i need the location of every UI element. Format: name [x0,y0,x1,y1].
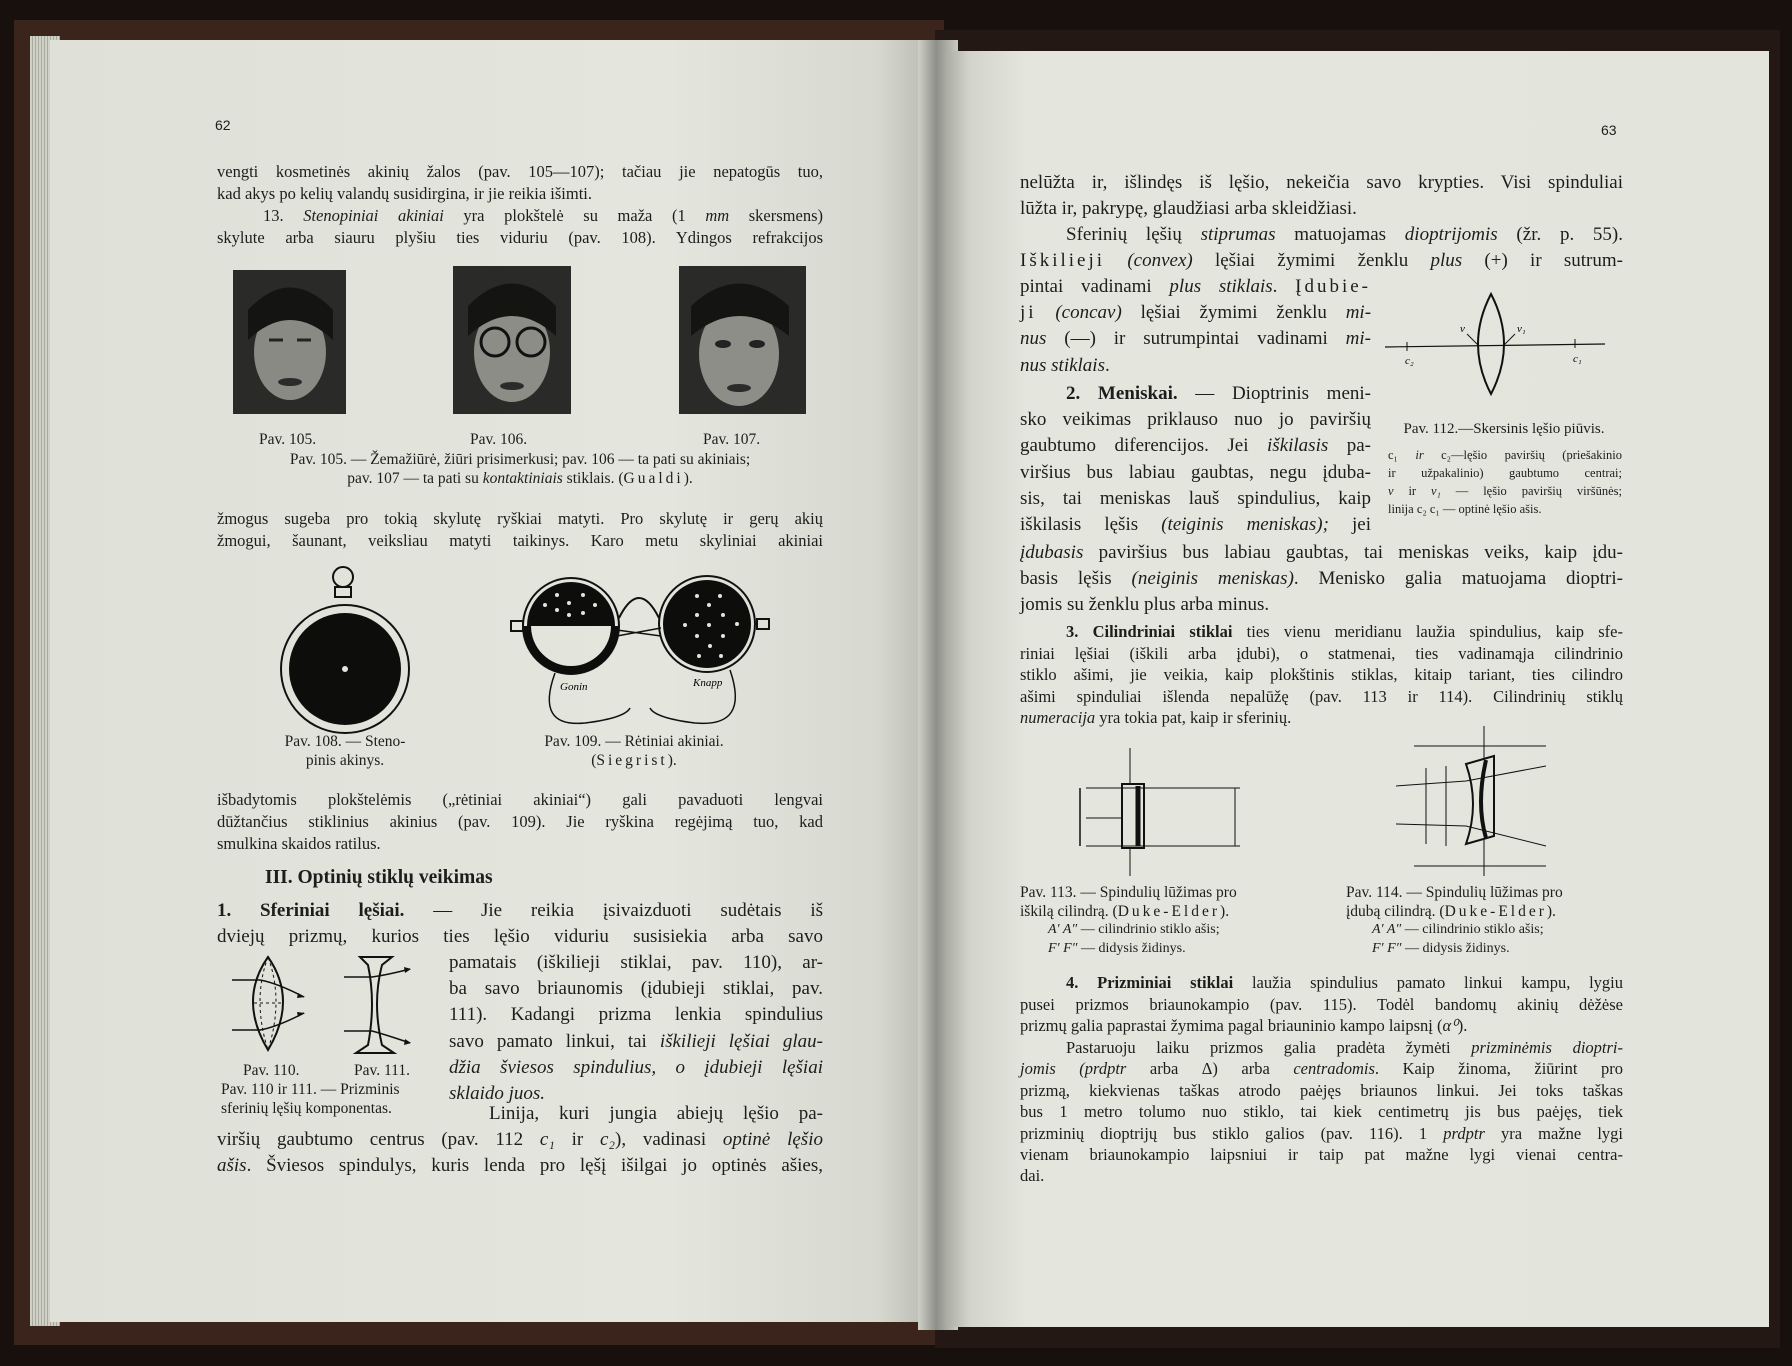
text-line [1020,994,1623,1016]
italic-text: ašis [217,1155,247,1177]
knapp-label: Knapp [693,677,723,689]
text-line [217,451,823,470]
concave-cylinder-figure [1396,726,1546,876]
text-run: žmogus sugeba pro tokią skylutę ryškiai matyti. Pro skylutę ir gerų akių [217,509,823,528]
text-run: savo pamato linkui, tai [449,1030,660,1052]
text-run: ). [667,751,677,769]
italic-text: nus stiklais [1020,354,1105,376]
text-run: yra tokia pat, kaip ir sferinių. [1095,708,1292,727]
text-run: iškilasis lęšis [1020,514,1162,536]
italic-text: c₁ [539,1129,555,1151]
text-line [449,950,823,976]
italic-text: (teiginis meniskas); [1161,514,1329,536]
bold-text: 3. Cilindriniai stiklai [1066,622,1233,641]
page-number-right: 63 [1601,122,1617,138]
text-run: pintai vadinami [1020,276,1170,297]
paragraph [217,1101,823,1180]
text-line [1020,486,1371,512]
fig-113-caption [1020,884,1237,921]
text-run: . Kaip žinoma, žiūrint pro [1374,1059,1623,1079]
text-line [1020,381,1371,407]
text-run: Pastaruoju laiku prizmos galia pradėta žymėti [1066,1038,1472,1057]
text-run: . Šviesos spindulys, kuris lenda pro lęšį išilgai jo optinės ašies, [246,1155,823,1177]
convex-cylinder-figure [1080,748,1250,876]
text-line [1346,903,1563,922]
italic-text: A′ A″ [1048,922,1078,937]
stenopaic-disc-figure [280,562,410,722]
text-line [1020,884,1237,903]
text-run: smulkina skaidos ratilus. [217,834,381,853]
spaced-text: Įdubie- [1295,276,1371,297]
text-line [1020,222,1623,248]
text-line [524,733,744,752]
text-run: 111). Kadangi prizma lenkia spindulius [449,1004,823,1026]
bold-text: 2. Meniskai. [1066,383,1178,404]
italic-text: c₂ [599,1129,616,1151]
text-line [1020,664,1623,686]
text-run: iškilą cilindrą. ( [1020,902,1118,920]
text-run: ir [1393,484,1431,498]
spaced-text: Gualdi [623,469,684,487]
text-line [1372,921,1544,940]
text-run: dūžtančius stiklinius akinius (pav. 109). Jie ryškina regėjimą tuo, kad [217,812,823,831]
text-line [1020,460,1371,486]
text-run [1037,302,1056,323]
text-run: — didysis židinys. [1401,940,1510,956]
text-run: ir [554,1129,600,1151]
spaced-text: ji [1020,302,1037,324]
text-line [449,1029,823,1055]
italic-text: džia šviesos spindulius, o įdubieji lęšiai [449,1056,823,1078]
text-run: — cilindrinio stiklo ašis; [1077,922,1220,937]
text-line [1020,300,1371,326]
text-line [1020,540,1623,566]
italic-text: plus [1430,250,1463,272]
text-run: lūžta ir, pakrypę, glaudžiasi arba skleidžiasi. [1020,198,1357,220]
paragraph [1020,381,1371,538]
text-run: Pav. 110 ir 111. — Prizminis [221,1081,400,1098]
text-run: — cilindrinio stiklo ašis; [1401,922,1544,937]
text-run: laužia spindulius pamato linkui kampu, lygiu [1233,973,1623,992]
section-heading: III. Optinių stiklų veikimas [265,867,493,888]
text-line [1388,446,1622,464]
text-line [245,752,445,771]
text-run: dviejų prizmų, kurios ties lęšio viduriu susisiekia arba savo [217,926,823,948]
text-run: yra mažne lygi [1484,1123,1624,1143]
paragraph [1020,972,1623,1037]
text-run: išbadytomis plokštelėmis („rėtiniai akiniai“) gali pavaduoti lengvai [217,790,823,809]
text-run: kad akys po kelių valandų susidirgina, ir jie reikia išimti. [217,184,593,203]
text-run: sko veikimas priklauso nuo jo paviršių [1020,409,1371,431]
text-line [1020,621,1623,643]
pinhole-glasses-figure [505,578,770,733]
v1-label: v₁ [1517,323,1526,335]
italic-text: Stenopiniai akiniai [303,206,444,225]
text-run: vengti kosmetinės akinių žalos (pav. 105—107); tačiau jie nepatogūs tuo, [217,162,823,181]
text-line [217,470,823,489]
italic-text: iškilieji lęšiai glau- [659,1030,824,1052]
text-line [1020,1123,1623,1144]
v-label: v [1460,323,1465,335]
text-line [1020,1058,1623,1079]
italic-text: centradomis [1293,1059,1375,1079]
italic-text: F′ F″ [1048,940,1078,956]
text-line [217,898,823,924]
italic-text: mm [705,206,730,225]
text-run: vienam briaunokampio laipsniui ir taip pat mažne lygi vienai centra- [1020,1145,1623,1165]
italic-text: kontaktiniais [482,469,563,487]
text-run: c₂—lęšio paviršių (priešakinio [1423,448,1622,462]
text-run: stiklais. ( [562,469,624,487]
italic-text: sklaido juos. [449,1083,546,1105]
text-line [221,1081,400,1100]
paragraph [1020,170,1623,222]
text-run: bus 1 metro tolumo nuo stiklo, tai kiek centimetrų jis bus paėjęs, tiek [1020,1102,1623,1122]
text-run: ). [1220,902,1230,920]
paragraph [217,161,823,205]
text-run: prizmų galia paprastai žymima pagal briauninio kampo laipsnį ( [1020,1016,1443,1035]
text-line [217,924,823,950]
italic-text: ir [1415,448,1424,462]
paragraph [217,508,823,552]
text-line [1020,1165,1623,1186]
fig-112-legend [1388,446,1622,518]
text-run: — didysis židinys. [1077,940,1186,956]
text-run: ). [1457,1016,1468,1035]
photo-fig-106 [453,266,571,414]
text-line [217,508,823,530]
text-line [217,789,823,811]
italic-text: F′ F″ [1372,940,1402,956]
text-line [1020,1037,1623,1058]
photo-fig-105 [233,270,346,414]
italic-text: (concav) [1055,302,1122,324]
text-run: ba savo briaunomis (įdubieji stiklai, pav. [449,978,823,1000]
text-run: . [1104,354,1110,376]
text-run: sferinių lęšių komponentas. [221,1099,392,1117]
fig-105-label: Pav. 105. [259,431,317,448]
fig-112-caption: Pav. 112.—Skersinis lęšio piūvis. [1403,421,1605,437]
text-run: (—) ir sutrumpintai vadinami [1046,328,1346,350]
italic-text: nus [1020,328,1047,350]
text-run: Pav. 113. — Spindulių lūžimas pro [1020,884,1237,901]
paragraph [1020,540,1623,619]
text-run: jei [1328,514,1371,536]
italic-text: stiprumas [1200,224,1276,245]
spaced-text: Duke-Elder [1444,902,1547,920]
italic-text: α⁰ [1442,1016,1458,1035]
text-line [217,1127,823,1153]
text-run: — lęšio paviršių viršūnės; [1440,484,1623,498]
bold-text: 4. Prizminiai stiklai [1066,973,1234,992]
fig-114-caption [1346,884,1563,921]
text-run: sis, tai meniskas lauš spindulius, kaip [1020,487,1371,509]
text-run: viršius bus labiau gaubtas, negu įduba- [1020,461,1371,483]
text-line [1020,512,1371,538]
spaced-text: Iškilieji [1020,250,1106,272]
lens-cross-section-figure [1385,292,1605,397]
text-run: jomis su ženklu plus arba minus. [1020,594,1270,616]
text-run: gaubtumo diferencijos. Jei [1020,435,1268,457]
text-run: Pav. 105. — Žemažiūrė, žiūri prisimerkusi; pav. 106 — ta pati su akiniais; [289,451,751,468]
text-line [1020,326,1371,352]
text-line [1020,433,1371,459]
text-line [1048,921,1220,940]
paragraph [1020,1037,1623,1187]
text-line [217,183,823,205]
text-run [1105,250,1127,271]
text-line [1020,903,1237,922]
figure-caption [217,451,823,488]
fig-108-caption [245,733,445,770]
text-line [449,976,823,1002]
text-line [1020,196,1623,222]
italic-text: v [1388,484,1394,498]
fig-109-caption [524,733,744,770]
text-run: ašimi spinduliai išlenda nepalūžę (pav. 113 ir 114). Cilindrinių stiklų [1020,686,1623,706]
italic-text: jomis (prdptr [1020,1059,1127,1079]
italic-text: dioptrijomis [1404,224,1498,245]
text-run: ). [683,469,693,487]
paragraph [1020,621,1623,729]
text-line [217,833,823,855]
italic-text: prizminėmis dioptri- [1471,1038,1623,1057]
text-line [1020,248,1623,274]
spaced-text: Duke-Elder [1117,902,1221,920]
text-run: (+) ir sutrum- [1462,250,1623,272]
text-run: žmogui, šaunant, veiksliau matyti taikinys. Karo metu skyliniai akiniai [217,531,823,550]
text-line [217,1153,823,1179]
convex-prism-lens-figure [232,955,432,1055]
text-run: . Menisko galia matuojama dioptri- [1293,568,1623,590]
text-run: ties vienu meridianu laužia spindulius, kaip sfe- [1232,622,1623,641]
italic-text: (neiginis meniskas) [1131,568,1294,590]
italic-text: mi- [1345,302,1372,324]
paragraph [217,898,823,950]
text-line [1346,884,1563,903]
text-run: skersmens) [729,206,823,225]
text-line [449,1002,823,1028]
text-line [217,1101,823,1127]
text-line [524,752,744,771]
text-run: . [1272,276,1296,297]
text-run: paviršius bus labiau gaubtas, tai meniskas veiks, kaip įdu- [1083,542,1623,563]
text-line [1048,940,1220,959]
text-run: lęšiai žymimi ženklu [1121,302,1346,324]
text-line [1372,940,1544,959]
text-run: pusei prizmos briaunokampio (pav. 115). Todėl bandomų akinių dėžėse [1020,994,1623,1014]
spaced-text: Siegrist [596,751,668,769]
text-line [1020,566,1623,592]
text-run: nelūžta ir, išlindęs iš lęšio, nekeičia savo krypties. Visi spinduliai [1020,172,1623,193]
text-line [1020,686,1623,708]
italic-text: v₁ [1431,484,1441,498]
text-run: — Dioptrinis meni- [1177,383,1371,404]
text-run: ( [591,751,597,769]
text-run: 13. [263,206,304,225]
text-line [245,733,445,752]
italic-text: įdubasis [1020,542,1084,563]
text-run: basis lęšis [1020,568,1132,590]
text-run: arba Δ) arba [1126,1059,1294,1079]
text-run: skylute arba siauru plyšiu ties viduriu (pav. 108). Ydingos refrakcijos [217,228,823,247]
text-run: prizmą, kiekvienas taškas atrodo paėjęs briaunos linkui. Jei toks taškas [1020,1080,1623,1100]
text-run: pav. 107 — ta pati su [347,469,483,487]
text-line [1020,1015,1623,1037]
text-run: ). [1546,902,1556,920]
text-line [1020,592,1623,618]
text-run: yra plokštelė su maža (1 [443,206,706,225]
c1-label: c₁ [1573,353,1582,365]
gonin-label: Gonin [560,681,588,693]
text-run: Sferinių lęšių [1066,224,1201,245]
text-line [1020,1080,1623,1101]
fig-106-label: Pav. 106. [470,431,528,448]
text-run: (žr. p. 55). [1497,224,1623,245]
text-run: riniai lęšiai (iškili arba įdubi), o statmenai, ties vadinamąja cilindrinio [1020,643,1623,663]
text-run: — Jie reikia įsivaizduoti sudėtais iš [404,900,824,921]
text-run: Pav. 109. — Rėtiniai akiniai. [544,733,724,750]
text-line [1020,972,1623,994]
text-line [217,227,823,249]
text-line [1020,274,1371,300]
text-run: stiklo ašimi, jie veikia, kaip plokštinis stiklas, kitaip tariant, ties cilindro [1020,665,1623,684]
text-line [1020,1144,1623,1165]
italic-text: numeracija [1020,708,1096,727]
fig-111-label: Pav. 111. [354,1062,410,1079]
text-run: lęšiai žymimi ženklu [1192,250,1431,272]
italic-text: prdptr [1443,1123,1485,1143]
fig-107-label: Pav. 107. [703,431,761,448]
text-run: pa- [1328,435,1372,457]
text-run: pinis akinys. [305,751,385,769]
text-run: Linija, kuri jungia abiejų lęšio pa- [489,1103,823,1124]
text-run: pamatais (iškilieji stiklai, pav. 110), ar- [449,952,823,973]
text-line [1020,407,1371,433]
italic-text: (convex) [1127,250,1193,272]
text-run: ir užpakalinio) gaubtumo centrai; [1388,466,1622,480]
paragraph [217,205,823,249]
text-line [217,811,823,833]
text-run: c₁ [1388,448,1416,462]
text-run: Pav. 108. — Steno- [284,733,406,750]
text-line [1388,482,1622,500]
text-run: ), vadinasi [615,1129,723,1151]
fig-114-legend [1372,921,1544,958]
text-line [217,205,823,227]
text-run: dai. [1020,1166,1045,1186]
italic-text: optinė lęšio [722,1129,823,1151]
text-line [1020,1101,1623,1122]
text-line [1388,500,1622,518]
text-run: įdubą cilindrą. ( [1346,902,1445,920]
paragraph [217,789,823,855]
text-run: viršių gaubtumo centrus (pav. 112 [217,1129,540,1151]
text-run: matuojamas [1275,224,1405,245]
text-line [1020,353,1371,379]
text-run: linija c₂ c₁ — optinė lęšio ašis. [1388,502,1542,516]
photo-fig-107 [679,266,806,414]
italic-text: mi- [1345,328,1371,350]
paragraph [449,950,823,1107]
bold-text: 1. Sferiniai lęšiai. [217,900,405,921]
page-number-left: 62 [215,117,231,133]
italic-text: A′ A″ [1372,922,1402,937]
text-line [449,1055,823,1081]
c2-label: c₂ [1405,355,1414,367]
italic-text: plus stiklais [1169,276,1273,297]
italic-text: iškilasis [1267,435,1329,457]
fig-113-legend [1048,921,1220,958]
paragraph [1020,222,1623,274]
text-line [217,530,823,552]
text-run: Pav. 114. — Spindulių lūžimas pro [1346,884,1563,901]
text-line [217,161,823,183]
text-line [1020,643,1623,665]
text-line [1020,170,1623,196]
fig-110-label: Pav. 110. [243,1062,300,1079]
text-line [1388,464,1622,482]
text-run: prizminių dioptrijų bus stiklo galios (pav. 116). 1 [1020,1123,1444,1143]
paragraph [1020,274,1371,379]
